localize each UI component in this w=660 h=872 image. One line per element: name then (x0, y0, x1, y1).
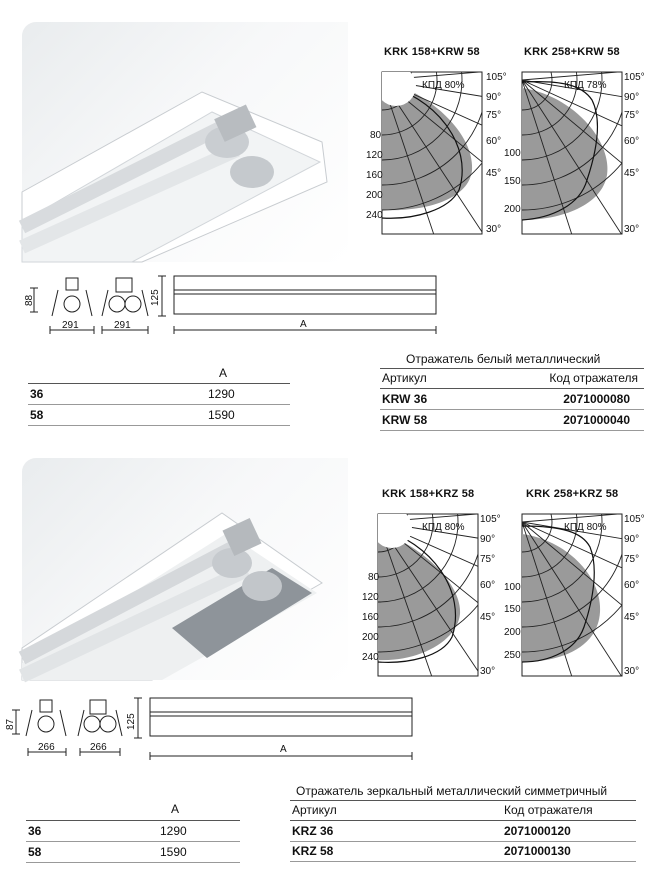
scale-label: 150 (504, 176, 521, 187)
scale-label: 150 (504, 604, 521, 615)
reflector-table (380, 368, 644, 432)
angle-label: 60° (486, 136, 502, 147)
angle-label: 45° (624, 612, 640, 623)
size-type: 36 (28, 824, 42, 838)
efficiency-label: КПД 80% (564, 522, 607, 533)
dim-height-label: 125 (126, 713, 137, 730)
angle-label: 105° (486, 72, 507, 83)
dim-width-label: 291 (114, 320, 131, 331)
angle-label: 75° (624, 554, 640, 565)
angle-label: 60° (624, 136, 640, 147)
column-header: Артикул (292, 803, 337, 817)
sizes-table (28, 366, 290, 426)
article-cell: KRZ 58 (292, 844, 334, 858)
angle-label: 75° (486, 110, 502, 121)
scale-label: 250 (504, 650, 521, 661)
dimension-drawing (0, 692, 420, 771)
scale-label: 200 (504, 627, 521, 638)
angle-label: 75° (480, 554, 496, 565)
polar-title: KRK 158+KRZ 58 (382, 488, 475, 500)
dimension-drawing (22, 270, 442, 345)
angle-label: 105° (624, 514, 645, 525)
dim-width-label: 266 (38, 742, 55, 753)
dim-height-label: 125 (150, 289, 161, 306)
size-value: 1290 (160, 824, 187, 838)
size-type: 58 (30, 408, 44, 422)
angle-label: 30° (624, 224, 640, 235)
angle-label: 90° (486, 92, 502, 103)
column-header: Код отражателя (504, 803, 593, 817)
scale-label: 160 (362, 612, 379, 623)
code-cell: 2071000080 (563, 392, 630, 406)
angle-label: 45° (486, 168, 502, 179)
angle-label: 105° (624, 72, 645, 83)
article-cell: KRW 36 (382, 392, 428, 406)
efficiency-label: КПД 80% (422, 80, 465, 91)
dim-width-label: 266 (90, 742, 107, 753)
size-value: 1590 (208, 408, 235, 422)
efficiency-label: КПД 78% (564, 80, 607, 91)
angle-label: 90° (624, 92, 640, 103)
scale-label: 100 (504, 148, 521, 159)
dim-width-label: 291 (62, 320, 79, 331)
table-caption: Отражатель зеркальный металлический симметричный (296, 784, 608, 798)
angle-label: 30° (486, 224, 502, 235)
polar-diagram (502, 60, 645, 238)
angle-label: 45° (624, 168, 640, 179)
size-value: 1590 (160, 845, 187, 859)
polar-diagram (362, 502, 502, 680)
column-header: A (219, 366, 228, 380)
size-type: 58 (28, 845, 42, 859)
scale-label: 80 (368, 572, 380, 583)
column-header: Артикул (382, 371, 427, 385)
angle-label: 30° (624, 666, 640, 677)
size-type: 36 (30, 387, 44, 401)
dim-height-label: 87 (5, 718, 16, 730)
dim-height-label: 88 (24, 294, 35, 306)
angle-label: 90° (480, 534, 496, 545)
sizes-table (26, 802, 240, 864)
angle-label: 105° (480, 514, 501, 525)
scale-label: 120 (362, 592, 379, 603)
scale-label: 120 (366, 150, 383, 161)
polar-diagram (502, 502, 645, 680)
polar-diagram (364, 60, 507, 238)
angle-label: 45° (480, 612, 496, 623)
efficiency-label: КПД 80% (422, 522, 465, 533)
polar-title: KRK 258+KRW 58 (524, 46, 620, 58)
column-header: Код отражателя (549, 371, 638, 385)
polar-title: KRK 258+KRZ 58 (526, 488, 619, 500)
scale-label: 200 (366, 190, 383, 201)
angle-label: 30° (480, 666, 496, 677)
angle-label: 75° (624, 110, 640, 121)
article-cell: KRW 58 (382, 413, 428, 427)
scale-label: 240 (366, 210, 383, 221)
polar-title: KRK 158+KRW 58 (384, 46, 480, 58)
scale-label: 160 (366, 170, 383, 181)
code-cell: 2071000130 (504, 844, 571, 858)
scale-label: 200 (362, 632, 379, 643)
column-header: A (171, 802, 180, 816)
dim-length-label: A (280, 744, 287, 755)
article-cell: KRZ 36 (292, 824, 334, 838)
angle-label: 60° (480, 580, 496, 591)
angle-label: 90° (624, 534, 640, 545)
size-value: 1290 (208, 387, 235, 401)
scale-label: 100 (504, 582, 521, 593)
dim-length-label: A (300, 319, 307, 330)
table-caption: Отражатель белый металлический (406, 352, 601, 366)
scale-label: 80 (370, 130, 382, 141)
angle-label: 60° (624, 580, 640, 591)
code-cell: 2071000040 (563, 413, 630, 427)
reflector-table (290, 800, 636, 862)
product-photo-white-reflector (22, 22, 348, 262)
scale-label: 240 (362, 652, 379, 663)
code-cell: 2071000120 (504, 824, 571, 838)
product-photo-mirror-reflector (22, 458, 348, 680)
scale-label: 200 (504, 204, 521, 215)
